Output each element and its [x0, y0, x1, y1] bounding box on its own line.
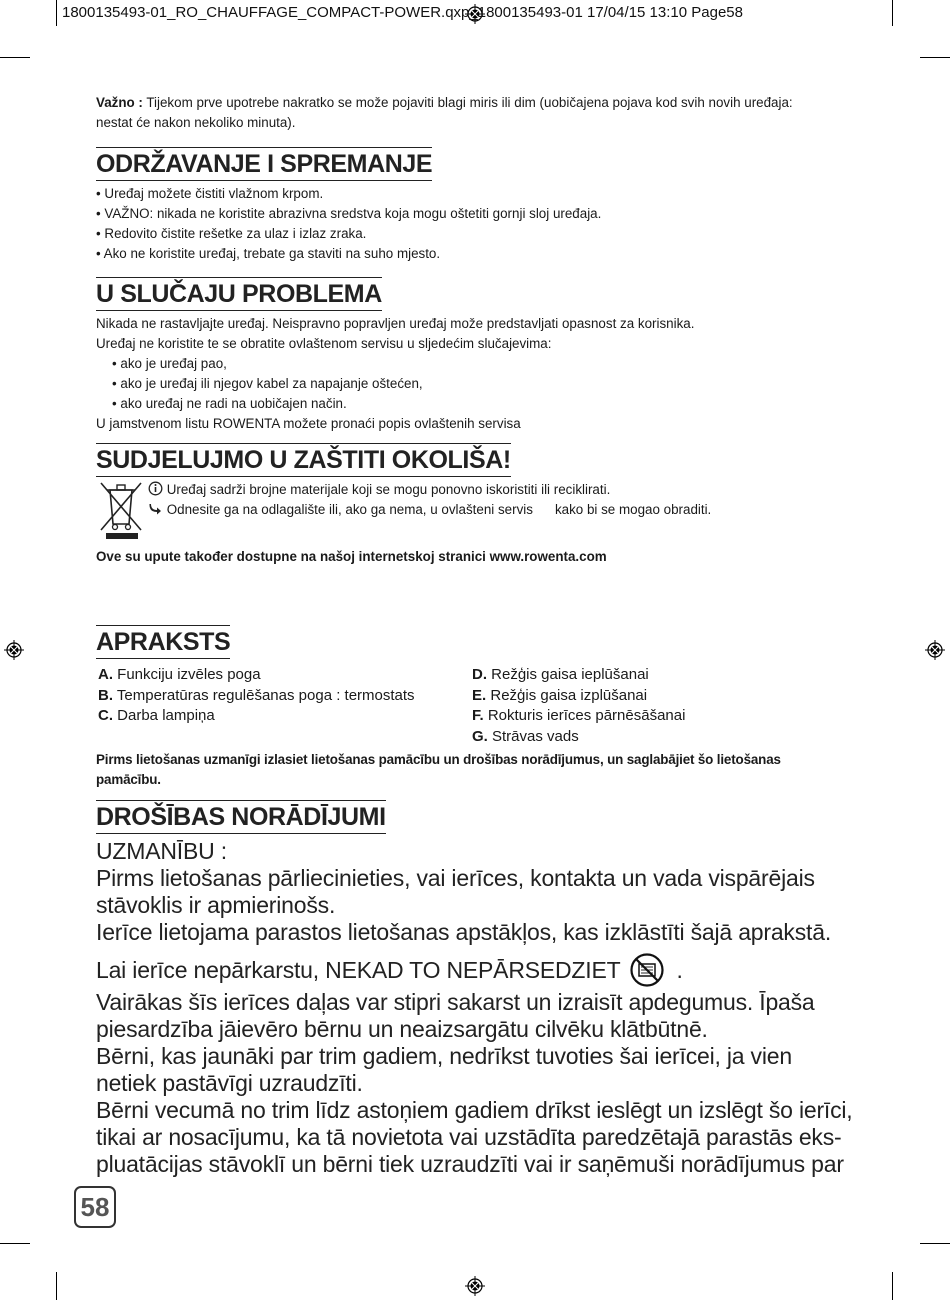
crop-mark	[56, 1272, 57, 1300]
parts-list-right	[472, 665, 685, 747]
environment-line: kako bi se mogao obraditi.	[554, 502, 712, 517]
paragraph: UZMANĪBU :	[96, 838, 227, 864]
registration-mark-icon	[925, 640, 945, 660]
list-item: E. Režģis gaisa izplūšanai	[472, 686, 648, 704]
list-item: F. Rokturis ierīces pārnēsāšanai	[472, 707, 686, 724]
crop-mark	[0, 1243, 30, 1244]
section-heading-safety: DROŠĪBAS NORĀDĪJUMI	[96, 800, 386, 834]
list-item: • Redovito čistite rešetke za ulaz i izlaz zraka.	[96, 226, 367, 241]
intro-text: nestat će nakon nekoliko minuta).	[96, 115, 296, 130]
paragraph: Bērni vecumā no trim līdz astoņiem gadiem drīkst ieslēgt un izslēgt šo ierīci,	[96, 1097, 853, 1123]
safety-text	[96, 838, 853, 1178]
section-heading-maintenance: ODRŽAVANJE I SPREMANJE	[96, 147, 432, 181]
crop-mark	[56, 0, 57, 26]
registration-mark-icon	[465, 1276, 485, 1296]
page-number: 58	[74, 1186, 116, 1228]
paragraph: U jamstvenom listu ROWENTA možete pronaći popis ovlaštenih servisa	[96, 416, 521, 431]
paragraph: tikai ar nosacījumu, ka tā novietota vai uzstādīta paredzētajā parastās eks-	[96, 1124, 842, 1150]
list-item: B. Temperatūras regulēšanas poga : termostats	[98, 686, 415, 704]
section-heading-description: APRAKSTS	[96, 625, 230, 659]
crop-mark	[0, 57, 30, 58]
crop-mark	[892, 1272, 893, 1300]
registration-mark-icon	[4, 640, 24, 660]
parts-list-left	[98, 665, 415, 727]
list-item: • ako je uređaj pao,	[112, 356, 227, 371]
list-item: A. Funkciju izvēles poga	[98, 666, 261, 683]
environment-text	[148, 480, 711, 520]
paragraph: piesardzība jāievēro bērnu un neaizsargātu cilvēku klātbūtnē.	[96, 1016, 708, 1042]
read-instructions-note: Pirms lietošanas uzmanīgi izlasiet lietošanas pamācību un drošības norādījumus, un saglabājiet šo lietošanas pamācību.	[96, 752, 781, 787]
print-slug: 1800135493-01_RO_CHAUFFAGE_COMPACT-POWER.qxp_1800135493-01 17/04/15 13:10 Page58	[62, 4, 743, 21]
list-item: • Ako ne koristite uređaj, trebate ga staviti na suho mjesto.	[96, 246, 441, 261]
list-item: G. Strāvas vads	[472, 727, 579, 745]
list-item: • ako uređaj ne radi na uobičajen način.	[112, 396, 347, 411]
website-note: Ove su upute također dostupne na našoj internetskoj stranici www.rowenta.com	[96, 549, 607, 564]
info-icon	[148, 481, 163, 496]
paragraph: stāvoklis ir apmierinošs.	[96, 892, 336, 918]
paragraph: netiek pastāvīgi uzraudzīti.	[96, 1070, 363, 1096]
list-item: • VAŽNO: nikada ne koristite abrazivna sredstva koja mogu oštetiti gornji sloj uređaja.	[96, 206, 602, 221]
paragraph: Ierīce lietojama parastos lietošanas apstākļos, kas izklāstīti šajā aprakstā.	[96, 919, 832, 945]
paragraph: Bērni, kas jaunāki par trim gadiem, nedrīkst tuvoties šai ierīcei, ja vien	[96, 1043, 792, 1069]
list-item: • Uređaj možete čistiti vlažnom krpom.	[96, 186, 324, 201]
intro-text: Tijekom prve upotrebe nakratko se može pojaviti blagi miris ili dim (uobičajena pojava kod svih novih uređaja:	[142, 95, 793, 110]
weee-bin-icon	[98, 480, 144, 542]
overheat-warning: Lai ierīce nepārkarstu, NEKAD TO NEPĀRSEDZIET .	[96, 953, 853, 987]
crop-mark	[920, 57, 950, 58]
do-not-cover-icon	[630, 953, 664, 987]
list-item: • ako je uređaj ili njegov kabel za napajanje oštećen,	[112, 376, 423, 391]
paragraph: Nikada ne rastavljajte uređaj. Neispravno popravljen uređaj može predstavljati opasnost za korisnika.	[96, 316, 695, 331]
crop-mark	[920, 1243, 950, 1244]
crop-mark	[892, 0, 893, 26]
maintenance-list	[96, 184, 601, 264]
section-heading-environment: SUDJELUJMO U ZAŠTITI OKOLIŠA!	[96, 443, 511, 477]
environment-line: Uređaj sadrži brojne materijale koji se mogu ponovno iskoristiti ili reciklirati.	[166, 482, 611, 497]
list-item: D. Režģis gaisa ieplūšanai	[472, 666, 649, 683]
paragraph: Pirms lietošanas pārliecinieties, vai ierīces, kontakta un vada vispārējais	[96, 865, 815, 891]
paragraph: Uređaj ne koristite te se obratite ovlaštenom servisu u sljedećim slučajevima:	[96, 336, 552, 351]
intro-label: Važno :	[96, 95, 143, 110]
paragraph: Vairākas šīs ierīces daļas var stipri sakarst un izraisīt apdegumus. Īpaša	[96, 989, 815, 1015]
problems-body	[96, 314, 694, 434]
list-item: C. Darba lampiņa	[98, 707, 215, 724]
environment-line: Odnesite ga na odlagalište ili, ako ga nema, u ovlašteni servis	[166, 502, 533, 517]
paragraph: pluatācijas stāvoklī un bērni tiek uzraudzīti vai ir saņēmuši norādījumus par	[96, 1151, 844, 1177]
arrow-right-icon	[148, 501, 163, 516]
section-heading-problems: U SLUČAJU PROBLEMA	[96, 277, 382, 311]
intro-note	[96, 93, 866, 133]
